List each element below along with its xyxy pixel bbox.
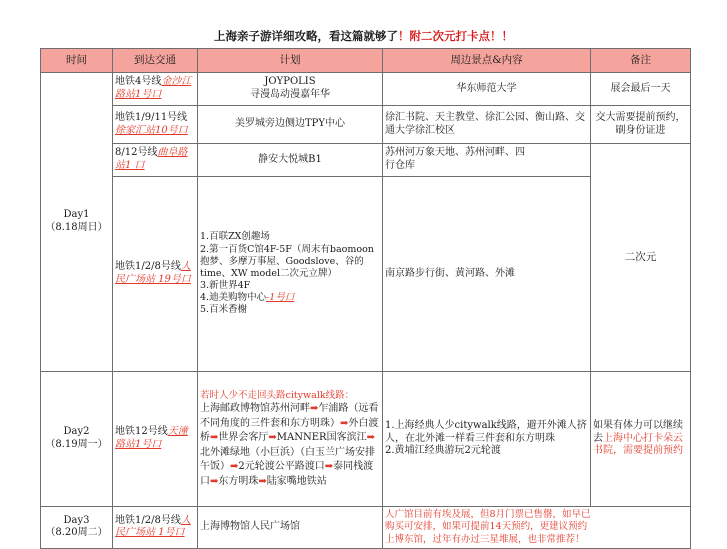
transport-cell: 8/12号线曲阜路站1 口 — [113, 144, 198, 177]
table-row — [41, 144, 691, 177]
table-row — [41, 371, 691, 506]
table-row — [41, 106, 691, 144]
day-label: Day2 — [63, 426, 90, 438]
plan-cell: 美罗城旁边侧边TPY中心 — [198, 106, 383, 144]
transport-cell: 地铁1/2/8号线人民广场站 1号口 — [113, 506, 198, 548]
nearby-cell: 1.上海经典人少citywalk线路，避开外滩人挤人，在北外滩一样看三件套和东方明珠 2.黄埔江经典游玩2元轮渡 — [383, 371, 591, 506]
header-plan: 计划 — [198, 49, 383, 73]
transport-cell: 地铁1/2/8号线人民广场站 19号口 — [113, 177, 198, 372]
header-transport: 到达交通 — [113, 49, 198, 73]
day-cell — [41, 506, 113, 548]
nearby-cell: 南京路步行街、黄河路、外滩 — [383, 177, 591, 372]
note-cell: 如果有体力可以继续去上海中心打卡朵云书院，需要提前预约 — [591, 371, 691, 506]
table-row — [41, 506, 691, 548]
itinerary-table — [40, 48, 691, 549]
header-time: 时间 — [41, 49, 113, 73]
plan-cell: 静安大悦城B1 — [198, 144, 383, 177]
day-label: Day3 — [63, 514, 90, 526]
transport-cell: 地铁4号线金沙江路站1号口 — [113, 73, 198, 106]
header-row — [41, 49, 691, 73]
transport-cell: 地铁12号线天潼路站1号口 — [113, 371, 198, 506]
note-cell: 交大需要提前预约，刷身份证进 — [591, 106, 691, 144]
table-row — [41, 73, 691, 106]
day-cell — [41, 371, 113, 506]
header-notes: 备注 — [591, 49, 691, 73]
nearby-cell: 人广馆目前有埃及展，但8月门票已售罄，如早已购买可安排，如果可提前14天预约，更建议预约上博东馆，过年有办过三星堆展，也非常推荐！ — [383, 506, 691, 548]
nearby-cell: 苏州河万象天地、苏州河畔、四行仓库 — [383, 144, 591, 177]
day-date: （8.18周日） — [45, 221, 108, 233]
page-title: 上海亲子游详细攻略，看这篇就够了！附二次元打卡点！！ — [214, 29, 513, 43]
day-date: （8.20周二） — [45, 527, 108, 539]
plan-cell: JOYPOLIS 寻漫岛动漫嘉年华 — [198, 73, 383, 106]
plan-cell: 上海博物馆人民广场馆 — [198, 506, 383, 548]
note-cell: 展会最后一天 — [591, 73, 691, 106]
transport-cell: 地铁1/9/11号线徐家汇站10号口 — [113, 106, 198, 144]
day-cell — [41, 73, 113, 372]
merged-nearby-cell: 二次元 — [591, 144, 691, 372]
nearby-cell: 徐汇书院、天主教堂、徐汇公园、衡山路、交通大学徐汇校区 — [383, 106, 591, 144]
day-label: Day1 — [63, 209, 90, 221]
plan-cell: 1.百联ZX创趣场 2.第一百货C馆4F-5F（周末有baomoon抱梦、多摩万事屋、Goodslove、谷的time、XW model二次元立牌） 3.新世界4F 4.迪美购物中心-1号口 5.百米香榭 — [198, 177, 383, 372]
nearby-cell: 华东师范大学 — [383, 73, 591, 106]
day-date: （8.19周一） — [45, 438, 108, 450]
plan-cell: 若时人少不走回头路citywalk线路： 上海邮政博物馆苏州河畔➡乍浦路（远看不同角度的三件套和东方明珠）➡外白渡桥➡世界会客厅➡MANNER国客滨江➡北外滩绿地（小巨浜）（白玉兰广场安排午饭）➡2元轮渡公平路渡口➡泰同栈渡口➡东方明珠➡陆家嘴地铁站 — [198, 371, 383, 506]
header-nearby: 周边景点&内容 — [383, 49, 591, 73]
